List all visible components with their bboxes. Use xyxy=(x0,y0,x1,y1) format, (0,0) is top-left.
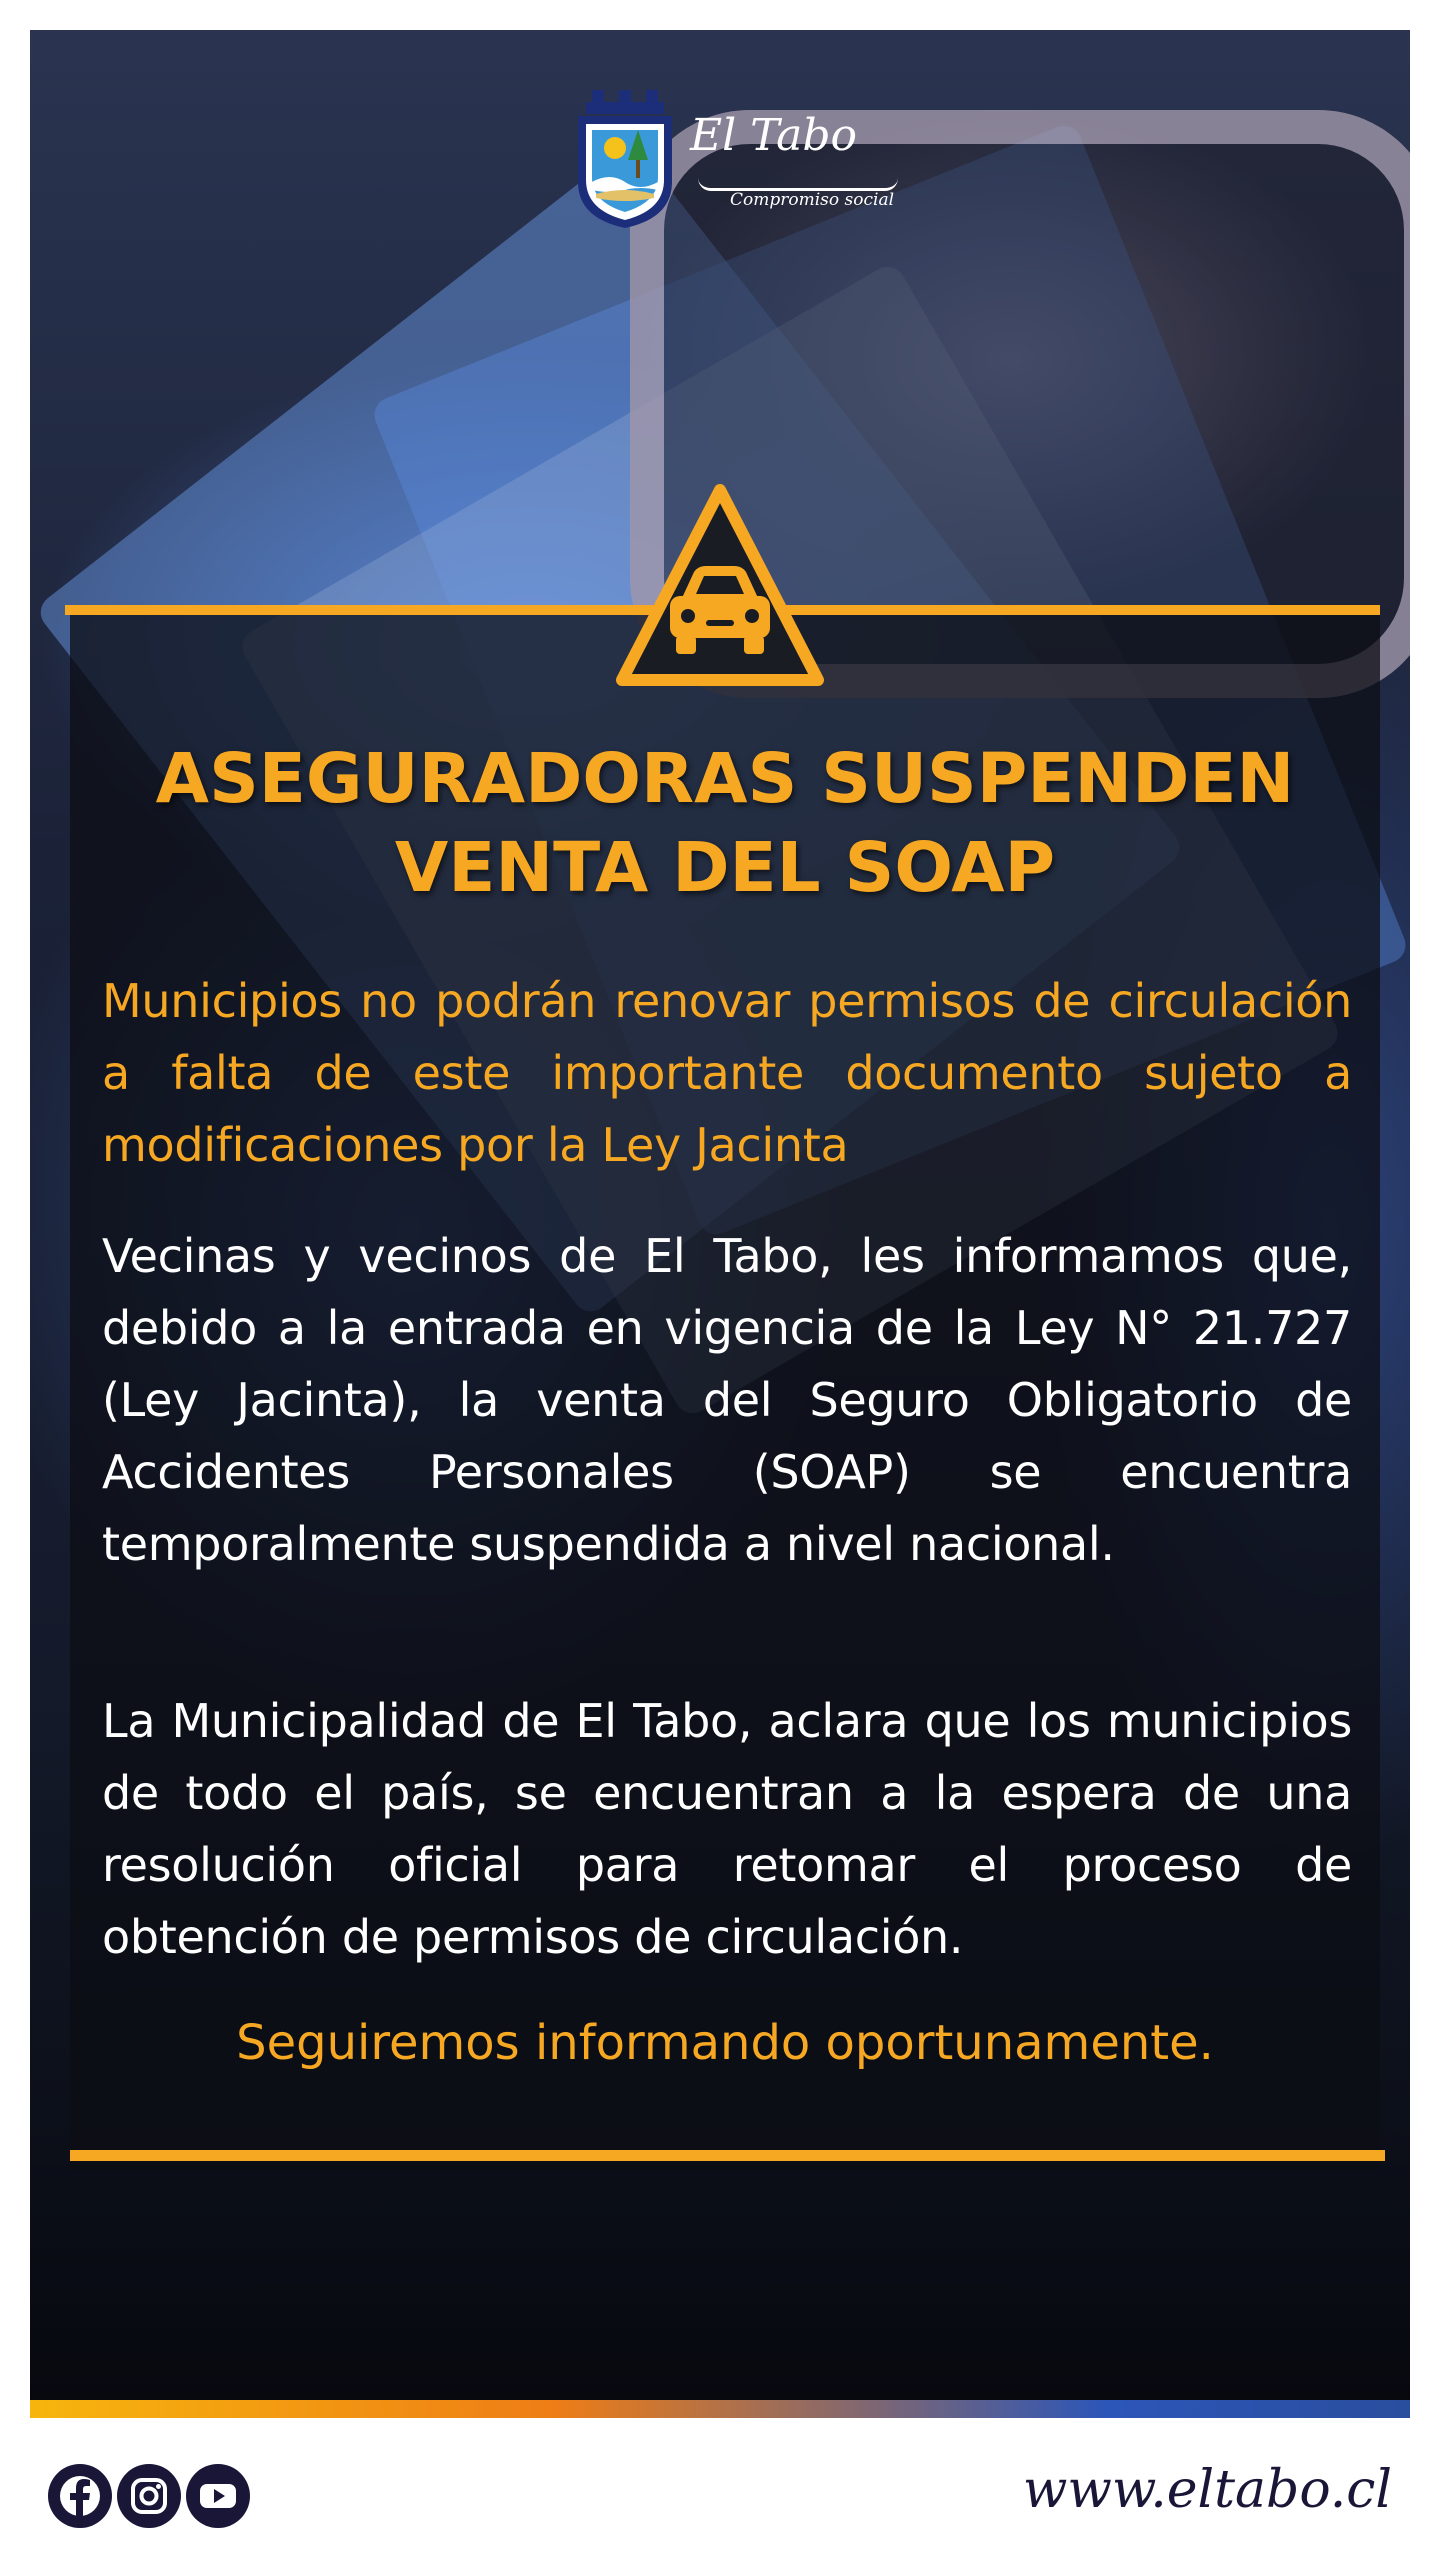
closing-line: Seguiremos informando oportunamente. xyxy=(236,2015,1214,2071)
brand-tagline: Compromiso social xyxy=(730,190,895,210)
subheadline: Municipios no podrán renovar permisos de circulación a falta de este importante documento sujeto a modificaciones por la Ley Jacinta xyxy=(102,974,1352,1172)
facebook-icon[interactable] xyxy=(48,2464,112,2528)
car-warning-icon xyxy=(610,480,830,700)
divider-bottom xyxy=(70,2150,1385,2161)
crest-icon xyxy=(570,90,680,230)
municipality-logo xyxy=(540,70,900,250)
body-paragraph: La Municipalidad de El Tabo, aclara que los municipios de todo el país, se encuentran a la espera de una resolución oficial para retomar el proceso de obtención de permisos de circulación. xyxy=(102,1694,1352,1964)
youtube-icon[interactable] xyxy=(186,2464,250,2528)
gradient-bar xyxy=(30,2400,1410,2418)
instagram-icon[interactable] xyxy=(117,2464,181,2528)
headline: ASEGURADORAS SUSPENDEN VENTA DEL SOAP xyxy=(155,739,1295,908)
body-paragraph: Vecinas y vecinos de El Tabo, les informamos que, debido a la entrada en vigencia de la Ley N° 21.727 (Ley Jacinta), la venta del Seguro Obligatorio de Accidentes Personales (SOAP) se encuentra temporalmente suspendida a nivel nacional. xyxy=(102,1229,1352,1571)
website-link[interactable]: www.eltabo.cl xyxy=(1022,2460,1392,2520)
brand-name: El Tabo xyxy=(690,110,857,161)
footer xyxy=(0,2418,1440,2560)
poster-background xyxy=(30,30,1410,2400)
